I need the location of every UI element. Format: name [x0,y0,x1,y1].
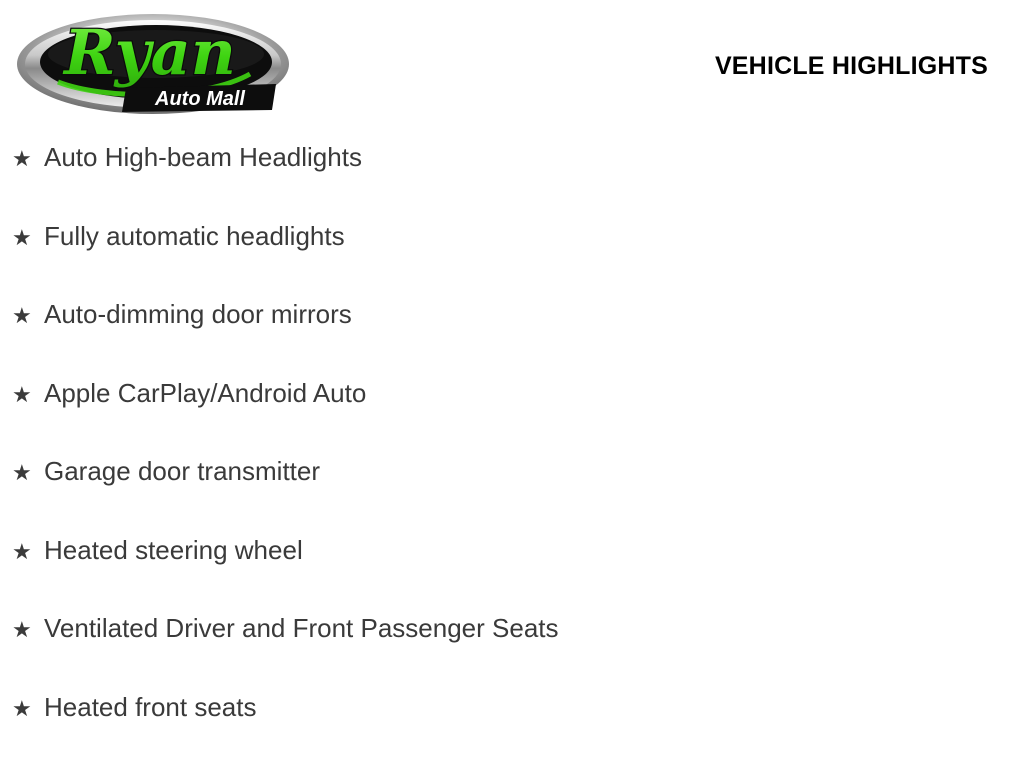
svg-text:Auto Mall: Auto Mall [154,88,245,110]
highlight-label: Ventilated Driver and Front Passenger Seats [44,613,1024,643]
svg-text:Ryan: Ryan [62,16,236,89]
star-icon: ★ [8,698,44,720]
list-item [0,456,1024,535]
highlight-label: Heated front seats [44,692,1024,722]
highlight-label: Auto High-beam Headlights [44,142,1024,172]
page-title: VEHICLE HIGHLIGHTS [715,52,988,81]
ryan-auto-mall-logo [14,8,292,120]
list-item [0,692,1024,770]
highlight-label: Heated steering wheel [44,535,1024,565]
star-icon: ★ [8,384,44,406]
star-icon: ★ [8,462,44,484]
list-item [0,299,1024,378]
list-item [0,613,1024,692]
star-icon: ★ [8,148,44,170]
highlight-label: Garage door transmitter [44,456,1024,486]
highlight-label: Fully automatic headlights [44,221,1024,251]
list-item [0,378,1024,457]
star-icon: ★ [8,305,44,327]
star-icon: ★ [8,619,44,641]
list-item [0,535,1024,614]
vehicle-highlights-list [0,142,1024,770]
list-item [0,221,1024,300]
highlight-label: Apple CarPlay/Android Auto [44,378,1024,408]
star-icon: ★ [8,541,44,563]
star-icon: ★ [8,227,44,249]
highlight-label: Auto-dimming door mirrors [44,299,1024,329]
page-header [0,0,1024,128]
list-item [0,142,1024,221]
